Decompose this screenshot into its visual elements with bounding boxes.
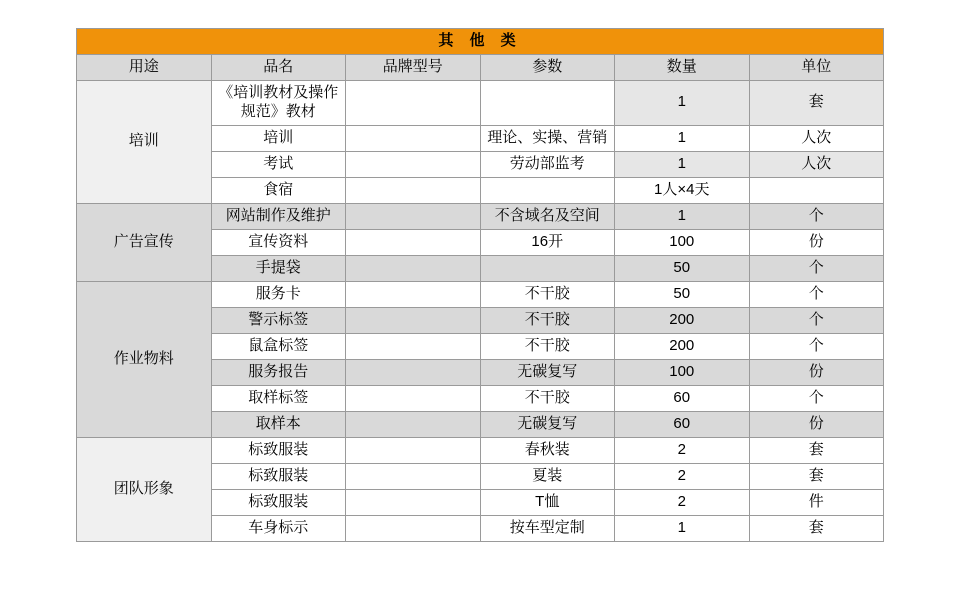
- brand-model: [346, 489, 481, 515]
- quantity: 1: [615, 515, 750, 541]
- quantity: 2: [615, 489, 750, 515]
- quantity: 50: [615, 255, 750, 281]
- unit: 份: [749, 229, 884, 255]
- product-name: 培训: [211, 125, 346, 151]
- brand-model: [346, 463, 481, 489]
- parameter: [480, 177, 615, 203]
- product-name: 取样标签: [211, 385, 346, 411]
- brand-model: [346, 437, 481, 463]
- quantity: 1: [615, 151, 750, 177]
- unit: 个: [749, 307, 884, 333]
- unit: 个: [749, 203, 884, 229]
- quantity: 1: [615, 203, 750, 229]
- category-cell: 广告宣传: [77, 203, 212, 281]
- unit: 套: [749, 515, 884, 541]
- quantity: 1: [615, 125, 750, 151]
- category-cell: 作业物料: [77, 281, 212, 437]
- product-name: 取样本: [211, 411, 346, 437]
- unit: 套: [749, 437, 884, 463]
- product-name: 《培训教材及操作规范》教材: [211, 81, 346, 126]
- quantity: 100: [615, 229, 750, 255]
- parameter: 不干胶: [480, 281, 615, 307]
- unit: 份: [749, 359, 884, 385]
- table-row: [77, 203, 884, 229]
- column-header-product: 品名: [211, 55, 346, 81]
- column-header-param: 参数: [480, 55, 615, 81]
- other-category-table: [76, 28, 884, 542]
- unit: 人次: [749, 151, 884, 177]
- parameter: 不干胶: [480, 385, 615, 411]
- quantity: 200: [615, 307, 750, 333]
- page-title: 其 他 类: [77, 29, 884, 55]
- unit: 套: [749, 81, 884, 126]
- brand-model: [346, 515, 481, 541]
- parameter: 理论、实操、营销: [480, 125, 615, 151]
- product-name: 鼠盒标签: [211, 333, 346, 359]
- brand-model: [346, 125, 481, 151]
- table-title-row: [77, 29, 884, 55]
- quantity: 50: [615, 281, 750, 307]
- product-name: 网站制作及维护: [211, 203, 346, 229]
- brand-model: [346, 81, 481, 126]
- product-name: 服务报告: [211, 359, 346, 385]
- unit: 件: [749, 489, 884, 515]
- quantity: 1: [615, 81, 750, 126]
- product-name: 车身标示: [211, 515, 346, 541]
- brand-model: [346, 177, 481, 203]
- unit: 人次: [749, 125, 884, 151]
- table-header-row: [77, 55, 884, 81]
- column-header-qty: 数量: [615, 55, 750, 81]
- unit: 份: [749, 411, 884, 437]
- quantity: 1人×4天: [615, 177, 750, 203]
- unit: 个: [749, 333, 884, 359]
- table-row: [77, 437, 884, 463]
- brand-model: [346, 229, 481, 255]
- product-name: 手提袋: [211, 255, 346, 281]
- brand-model: [346, 255, 481, 281]
- brand-model: [346, 203, 481, 229]
- quantity: 100: [615, 359, 750, 385]
- unit: 套: [749, 463, 884, 489]
- parameter: 无碳复写: [480, 359, 615, 385]
- category-cell: 团队形象: [77, 437, 212, 541]
- unit: 个: [749, 255, 884, 281]
- column-header-brand: 品牌型号: [346, 55, 481, 81]
- brand-model: [346, 385, 481, 411]
- quantity: 2: [615, 463, 750, 489]
- product-name: 标致服装: [211, 437, 346, 463]
- parameter: 不含域名及空间: [480, 203, 615, 229]
- category-cell: 培训: [77, 81, 212, 204]
- unit: 个: [749, 281, 884, 307]
- product-name: 食宿: [211, 177, 346, 203]
- parameter: 无碳复写: [480, 411, 615, 437]
- product-name: 服务卡: [211, 281, 346, 307]
- quantity: 60: [615, 385, 750, 411]
- product-name: 宣传资料: [211, 229, 346, 255]
- parameter: T恤: [480, 489, 615, 515]
- product-name: 标致服装: [211, 489, 346, 515]
- product-name: 警示标签: [211, 307, 346, 333]
- brand-model: [346, 411, 481, 437]
- parameter: 按车型定制: [480, 515, 615, 541]
- brand-model: [346, 151, 481, 177]
- parameter: 不干胶: [480, 307, 615, 333]
- column-header-unit: 单位: [749, 55, 884, 81]
- parameter: 劳动部监考: [480, 151, 615, 177]
- product-name: 标致服装: [211, 463, 346, 489]
- product-name: 考试: [211, 151, 346, 177]
- column-header-use: 用途: [77, 55, 212, 81]
- brand-model: [346, 333, 481, 359]
- brand-model: [346, 307, 481, 333]
- table-body: [77, 29, 884, 542]
- table-row: [77, 281, 884, 307]
- spreadsheet-table: [76, 28, 884, 542]
- parameter: [480, 81, 615, 126]
- parameter: 春秋装: [480, 437, 615, 463]
- parameter: 夏装: [480, 463, 615, 489]
- parameter: [480, 255, 615, 281]
- table-row: [77, 81, 884, 126]
- quantity: 2: [615, 437, 750, 463]
- quantity: 200: [615, 333, 750, 359]
- parameter: 不干胶: [480, 333, 615, 359]
- brand-model: [346, 281, 481, 307]
- parameter: 16开: [480, 229, 615, 255]
- brand-model: [346, 359, 481, 385]
- quantity: 60: [615, 411, 750, 437]
- unit: 个: [749, 385, 884, 411]
- unit: [749, 177, 884, 203]
